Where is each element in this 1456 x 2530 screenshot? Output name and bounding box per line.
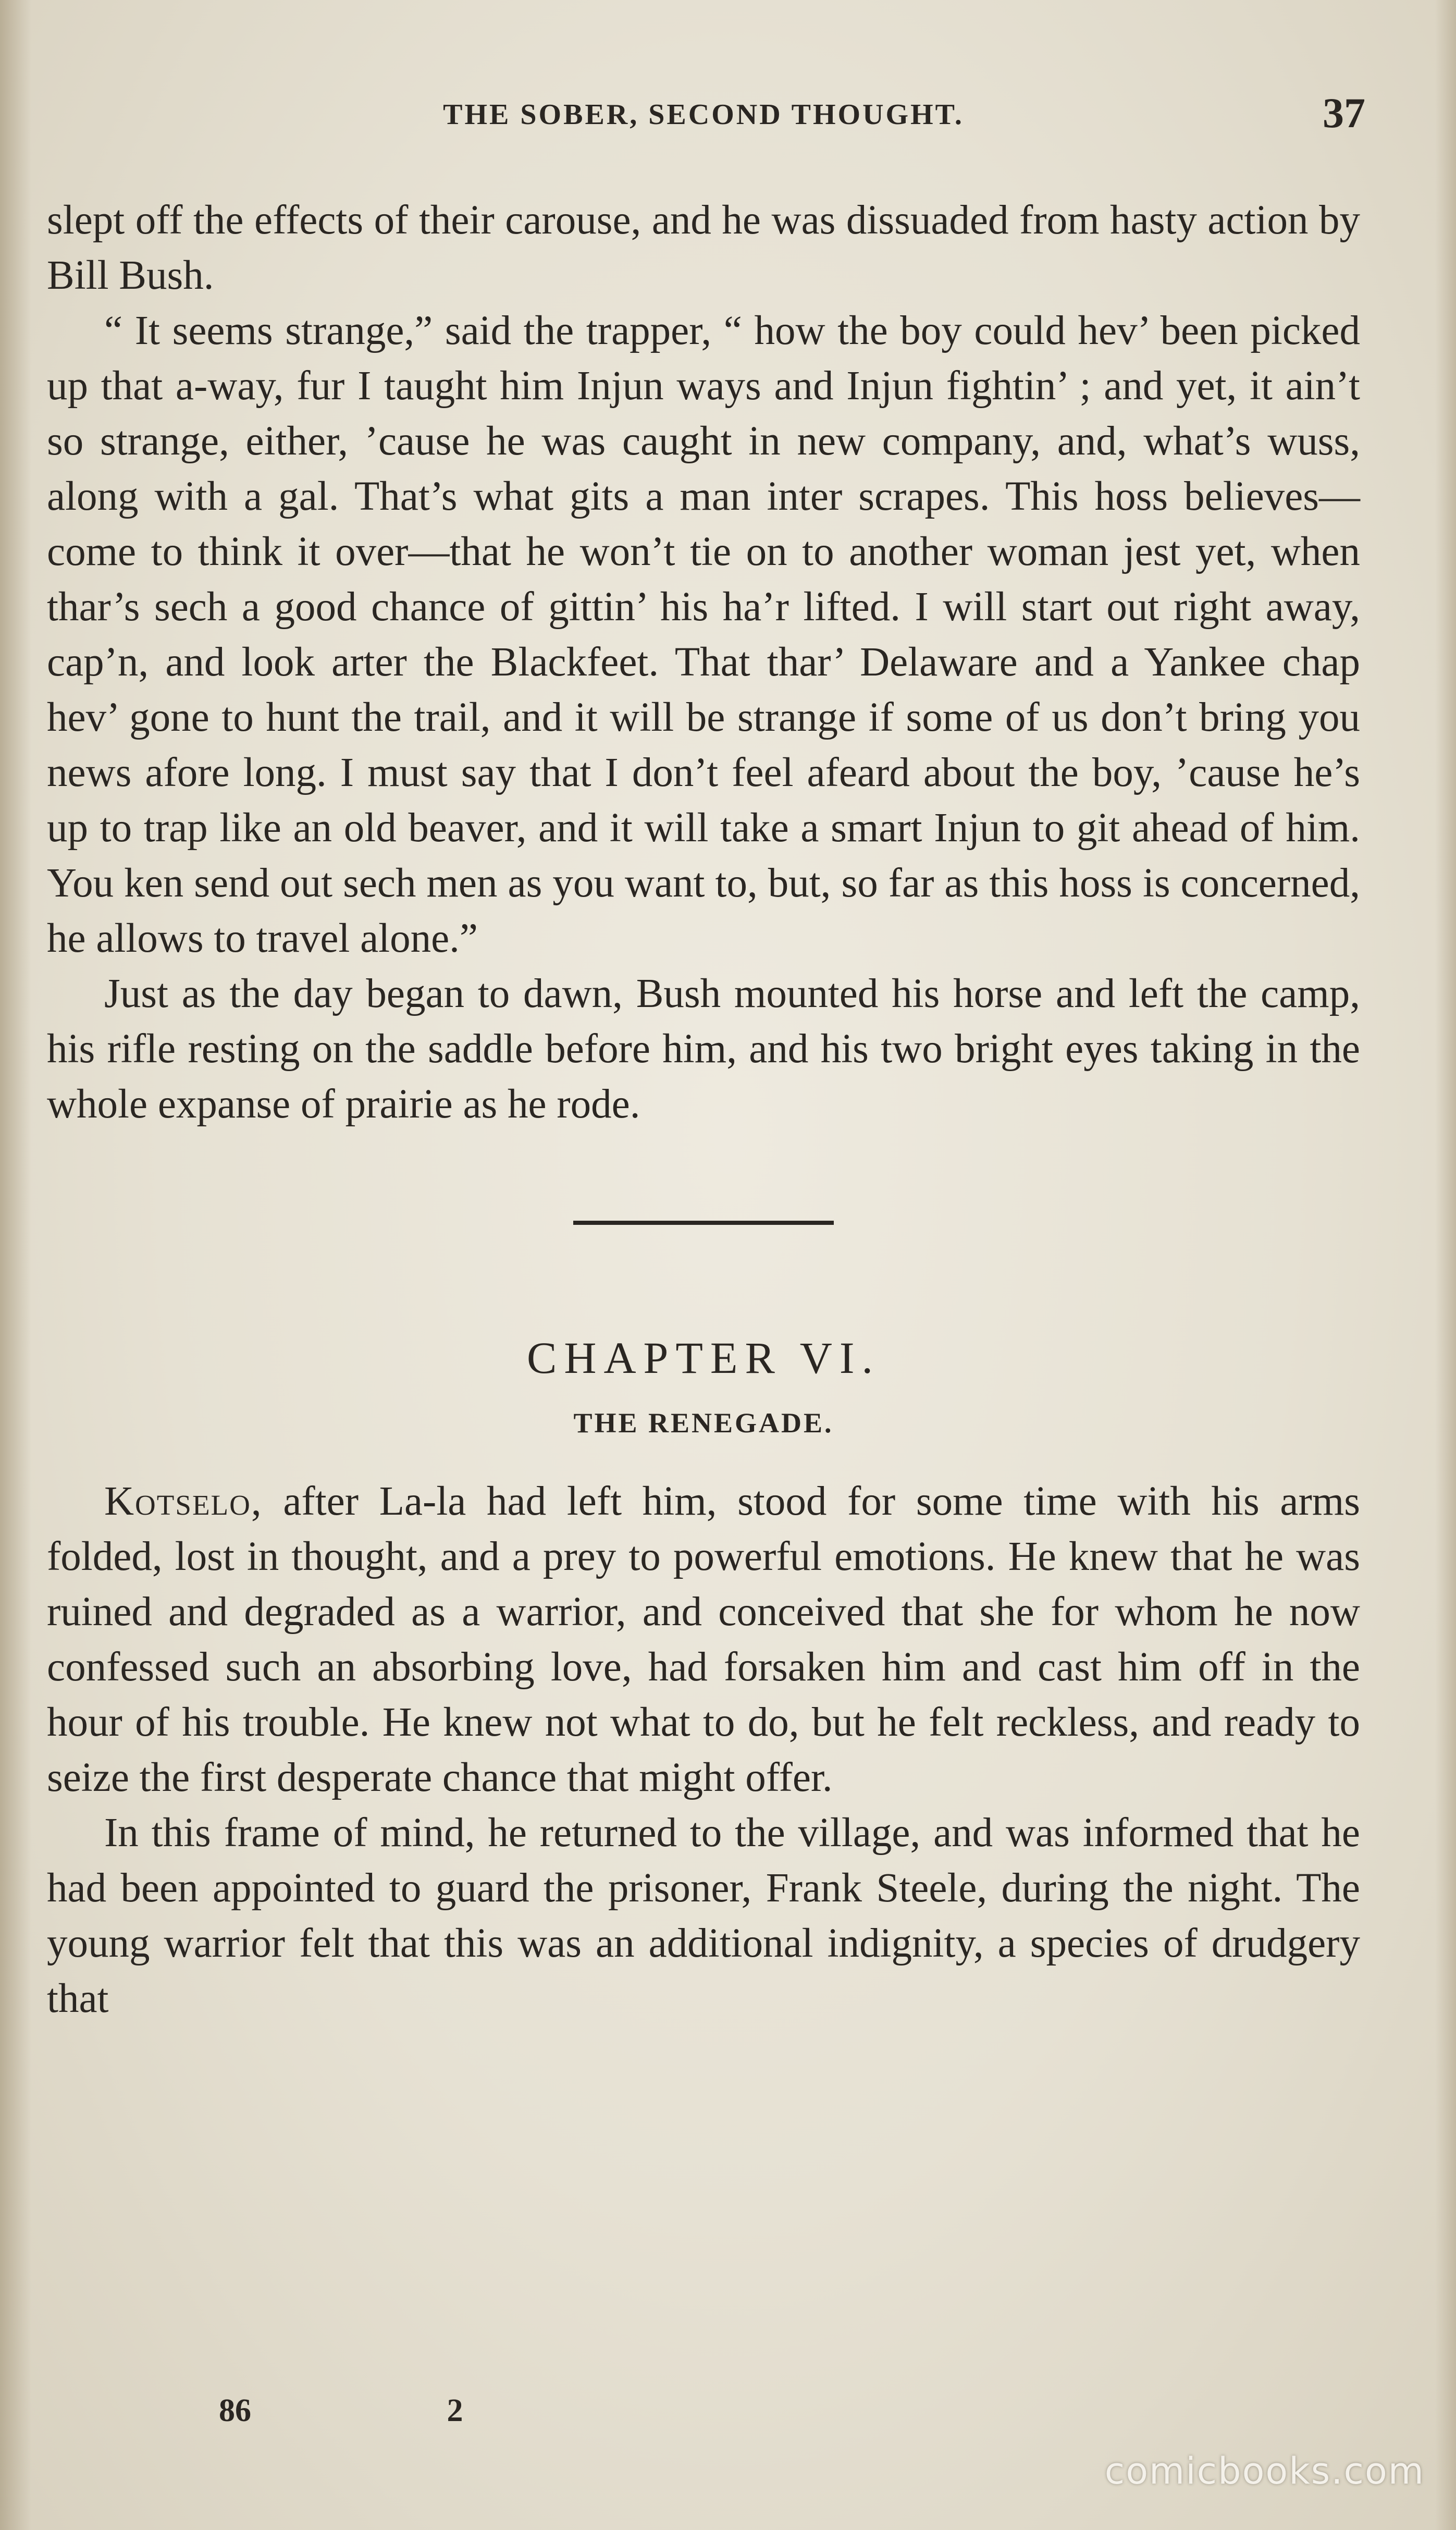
running-title: THE SOBER, SECOND THOUGHT. xyxy=(443,99,964,131)
chapter-paragraph-1-text: after La-la had left him, stood for some time with his arms folded, lost in thought, and a prey to powerful emotions. He knew that he was ruined and degraded as a warrior, and conceived that she for whom he now confessed such an absorbing love, had forsaken him and cast him off in the hour of his trouble. He knew not what to do, but he felt reckless, and ready to seize the first desperate chance that might offer. xyxy=(47,1479,1360,1800)
paragraph-1: slept off the effects of their carouse, and he was dissuaded from hasty action by Bill Bush. xyxy=(47,198,1360,298)
body-text xyxy=(47,193,1360,2027)
paragraph-2: “ It seems strange,” said the trapper, “ how the boy could hev’ been picked up that a-way, fur I taught him Injun ways and Injun fightin’ ; and yet, it ain’t so strange, either, ’cause he was caught in new company, and, what’s wuss, along with a gal. That’s what gits a man inter scrapes. This hoss believes—come to think it over—that he won’t tie on to another woman jest yet, when thar’s sech a good chance of gittin’ his ha’r lifted. I will start out right away, cap’n, and look arter the Blackfeet. That thar’ Delaware and a Yankee chap hev’ gone to hunt the trail, and it will be strange if some of us don’t bring you news afore long. I must say that I don’t feel afeard about the boy, ’cause he’s up to trap like an old beaver, and it will take a smart Injun to git ahead of him. You ken send out sech men as you want to, but, so far as this hoss is concerned, he allows to travel alone.” xyxy=(47,308,1360,961)
chapter-subtitle: THE RENEGADE. xyxy=(573,1407,834,1439)
chapter-paragraph-2: In this frame of mind, he returned to the village, and was informed that he had been appointed to guard the prisoner, Frank Steele, during the night. The young warrior felt that this was an additional indignity, a species of drudgery that xyxy=(47,1810,1360,2021)
watermark: comicbooks.com xyxy=(1104,2450,1425,2492)
signature-mark-left: 86 xyxy=(219,2393,251,2428)
page-footer xyxy=(219,2392,463,2429)
page-edge-shadow-left xyxy=(0,0,31,2530)
page-edge-shadow-right xyxy=(1435,0,1456,2530)
chapter-paragraph-1 xyxy=(47,1474,1360,1806)
section-divider-rule xyxy=(573,1221,834,1225)
paragraph-3: Just as the day began to dawn, Bush mounted his horse and left the camp, his rifle resting on the saddle before him, and his two bright eyes taking in the whole expanse of prairie as he rode. xyxy=(47,971,1360,1127)
page-header xyxy=(47,89,1365,151)
page-number: 37 xyxy=(1323,89,1365,137)
chapter-lead-word: Kotselo, xyxy=(104,1479,263,1524)
chapter-title: CHAPTER VI. xyxy=(526,1333,881,1383)
signature-mark-right: 2 xyxy=(447,2393,463,2428)
